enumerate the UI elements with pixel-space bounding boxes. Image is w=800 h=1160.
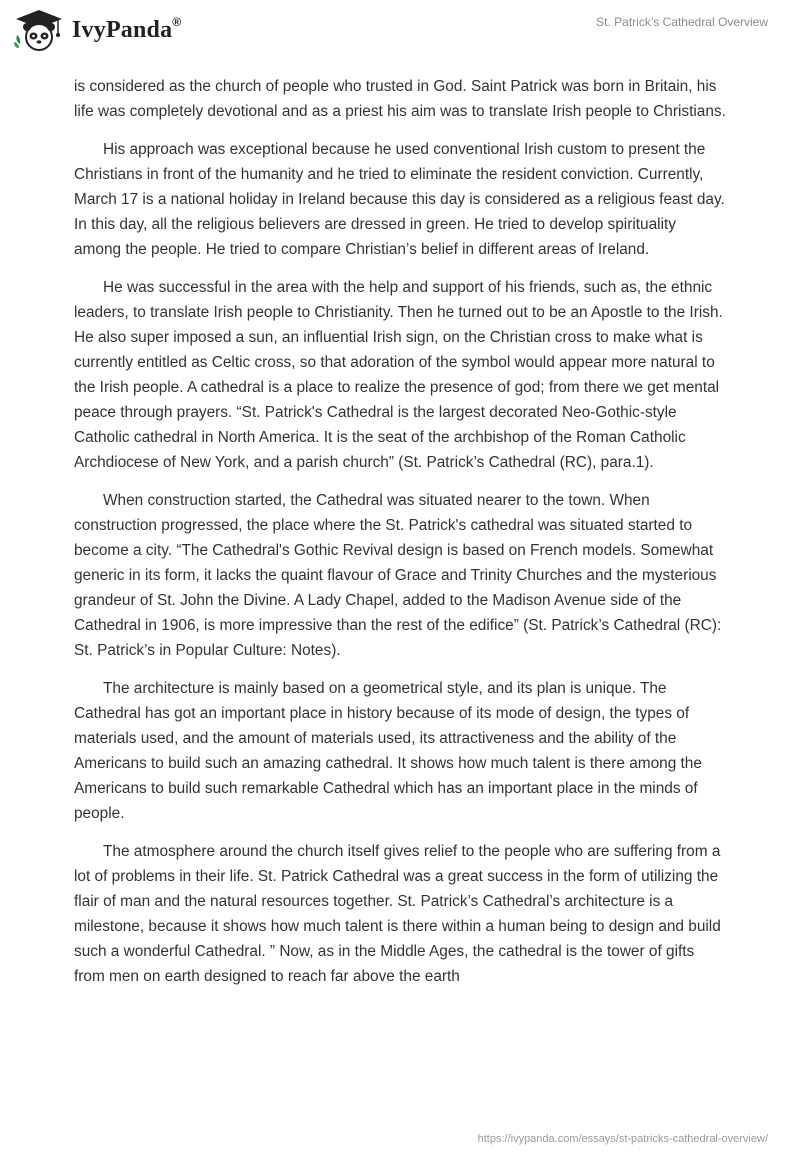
panda-graduate-icon bbox=[14, 8, 64, 52]
essay-body bbox=[74, 74, 726, 1002]
page-header bbox=[0, 0, 800, 64]
paragraph: is considered as the church of people who trusted in God. Saint Patrick was born in Britain, his life was completely devotional and as a priest his aim was to translate Irish people to Christians. bbox=[74, 78, 726, 120]
paragraph: When construction started, the Cathedral was situated nearer to the town. When construction progressed, the place where the St. Patrick's cathedral was situated started to become a city. “The Cathedral's Gothic Revival design is based on French models. Somewhat generic in its form, it lacks the quaint flavour of Grace and Trinity Churches and the mysterious grandeur of St. John the Divine. A Lady Chapel, added to the Madison Avenue side of the Cathedral in 1906, is more impressive than the rest of the edifice” (St. Patrick’s Cathedral (RC): St. Patrick’s in Popular Culture: Notes). bbox=[74, 492, 722, 659]
ivypanda-logo[interactable] bbox=[14, 8, 181, 52]
paragraph: He was successful in the area with the help and support of his friends, such as, the ethnic leaders, to translate Irish people to Christianity. Then he turned out to be an Apostle to the Irish. He also super imposed a sun, an influential Irish sign, on the Christian cross to make what is currently entitled as Celtic cross, so that adoration of the symbol would appear more natural to the Irish people. A cathedral is a place to realize the presence of god; from there we get mental peace through prayers. “St. Patrick's Cathedral is the largest decorated Neo-Gothic-style Catholic cathedral in North America. It is the seat of the archbishop of the Roman Catholic Archdiocese of New York, and a parish church” (St. Patrick’s Cathedral (RC), para.1). bbox=[74, 279, 723, 471]
trademark-symbol: ® bbox=[172, 14, 182, 29]
paragraph: His approach was exceptional because he used conventional Irish custom to present the Christians in front of the humanity and he tried to eliminate the resident conviction. Currently, March 17 is a national holiday in Ireland because this day is considered as a religious feast day. In this day, all the religious believers are dressed in green. He tried to develop spirituality among the people. He tried to compare Christian’s belief in different areas of Ireland. bbox=[74, 141, 725, 258]
brand-name bbox=[72, 14, 182, 44]
document-title: St. Patrick’s Cathedral Overview bbox=[596, 15, 768, 29]
paragraph: The atmosphere around the church itself gives relief to the people who are suffering from a lot of problems in their life. St. Patrick Cathedral was a great success in the form of utilizing the flair of man and the natural resources together. St. Patrick’s Cathedral’s architecture is a milestone, because it shows how much talent is there within a human being to design and build such a wonderful Cathedral. ” Now, as in the Middle Ages, the cathedral is the tower of gifts from men on earth designed to reach far above the earth bbox=[74, 843, 721, 985]
paragraph: The architecture is mainly based on a geometrical style, and its plan is unique. The Cathedral has got an important place in history because of its mode of design, the types of materials used, and the amount of materials used, its attractiveness and the ability of the Americans to build such an amazing cathedral. It shows how much talent is there among the Americans to build such remarkable Cathedral which has an important place in the minds of people. bbox=[74, 680, 702, 822]
source-url-link[interactable]: https://ivypanda.com/essays/st-patricks-cathedral-overview/ bbox=[477, 1133, 768, 1145]
brand-text: IvyPanda bbox=[72, 16, 173, 43]
